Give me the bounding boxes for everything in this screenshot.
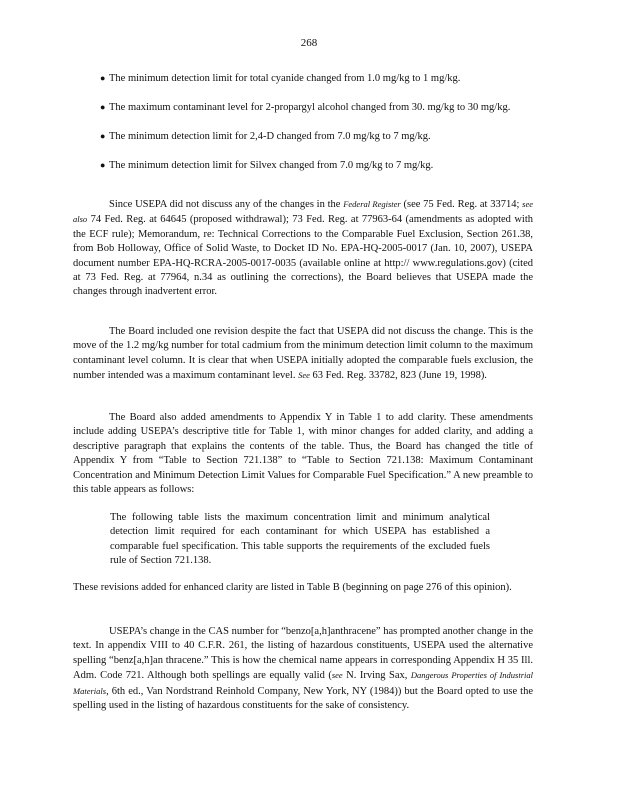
paragraph-usepa-changes: Since USEPA did not discuss any of the changes in the Federal Register (see 75 Fed. Reg. at 33714; see also 74 Fed. Reg. at 64645 (proposed withdrawal); 73 Fed. Reg. at 77963-64 (amendments as adopted with the ECF rule); Memorandum, re: Technical Corrections to the Comparable Fuel Exclusion, Section 261.38, from Bob Holloway, Office of Solid Waste, to Docket ID No. EPA-HQ-2005-0017 (Jan. 10, 2007), USEPA document number EPA-HQ-RCRA-2005-0017-0035 (available online at http:// www.regulations.gov) (cited at 73 Fed. Reg. at 77964, n.34 as outlining the corrections), the Board believes that USEPA made the changes through inadvertent error. [73,199,534,298]
paragraph-table-b: These revisions added for enhanced clarity are listed in Table B (beginning on page 276 of this opinion). [73,582,512,593]
paragraph-appendix-y: The Board also added amendments to Appendix Y in Table 1 to add clarity. These amendments include adding USEPA’s descriptive title for Table 1, with minor changes for added clarity, and adding a descriptive paragraph that explains the contents of the table. Thus, the Board has changed the title of Appendix Y from “Table to Section 721.138” to “Table to Section 721.138: Maximum Contaminant Concentration and Minimum Detection Limit Values for Comparable Fuel Specification.” A new preamble to this table appears as follows: [73,412,533,496]
paragraph-cas-number: USEPA’s change in the CAS number for “benzo[a,h]anthracene” has prompted another change in the text. In appendix VIII to 40 C.F.R. 261, the listing of hazardous constituents, USEPA used the alternative spelling “benz[a,h]an thracene.” This is how the chemical name appears in corresponding Appendix H 35 Ill. Adm. Code 721. Although both spellings are equally valid (see N. Irving Sax, Dangerous Properties of Industrial Materials, 6th ed., Van Nordstrand Reinhold Company, New York, NY (1984)) but the Board opted to use the spelling used in the listing of hazardous constituents for the sake of consistency. [73,626,533,712]
bullet-icon: ● [100,131,106,141]
bullet-item [100,101,540,114]
bullet-icon: ● [100,160,106,170]
bullet-list [100,72,540,188]
block-quote: The following table lists the maximum concentration limit and minimum analytical detection limit required for each contaminant for which USEPA has established a comparable fuel specification. This table supports the requirements of the excluded fuels rule of Section 721.138. [110,512,490,567]
bullet-icon: ● [100,73,106,83]
page-number: 268 [300,37,318,49]
paragraph-cadmium-revision: The Board included one revision despite the fact that USEPA did not discuss the change. This is the move of the 1.2 mg/kg number for total cadmium from the minimum detection limit column to the maximum contaminant level column. It is clear that when USEPA initially adopted the comparable fuels exclusion, the number intended was a maximum contaminant level. See 63 Fed. Reg. 33782, 823 (June 19, 1998). [73,326,533,382]
bullet-text: The maximum contaminant level for 2-propargyl alcohol changed from 30. mg/kg to 30 mg/kg. [109,102,511,113]
bullet-text: The minimum detection limit for total cyanide changed from 1.0 mg/kg to 1 mg/kg. [109,73,461,84]
bullet-item [100,130,540,143]
bullet-item [100,72,540,85]
bullet-item [100,159,540,172]
bullet-text: The minimum detection limit for Silvex changed from 7.0 mg/kg to 7 mg/kg. [109,160,434,171]
bullet-icon: ● [100,102,106,112]
bullet-text: The minimum detection limit for 2,4-D changed from 7.0 mg/kg to 7 mg/kg. [109,131,431,142]
